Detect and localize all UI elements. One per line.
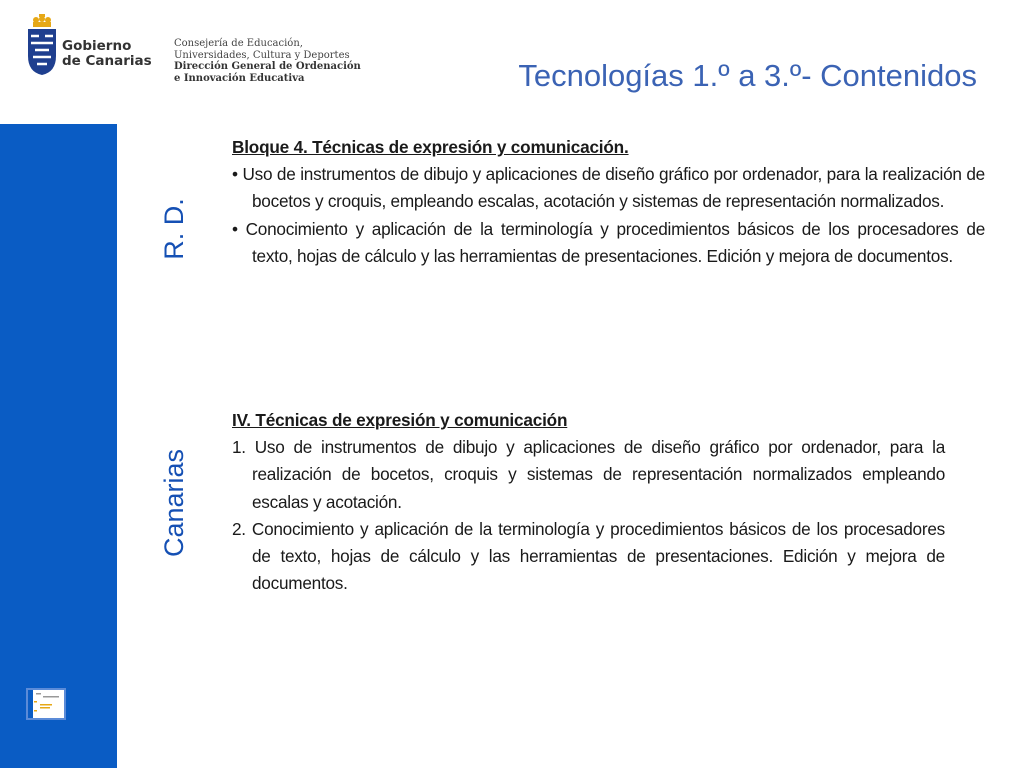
canarias-content-block	[232, 407, 945, 597]
department-name	[174, 38, 374, 84]
gov-name-line-1: Gobierno	[62, 38, 132, 54]
dept-line-1: Consejería de Educación,	[174, 38, 303, 49]
rd-content-block	[232, 134, 985, 270]
dept-line-2: Universidades, Cultura y Deportes	[174, 49, 350, 61]
slide-title: Tecnologías 1.º a 3.º- Contenidos	[518, 58, 977, 93]
rd-block-heading: Bloque 4. Técnicas de expresión y comunicación.	[232, 137, 629, 157]
dept-line-4: e Innovación Educativa	[174, 72, 305, 84]
rd-list-item: • Conocimiento y aplicación de la terminología y procedimientos básicos de los procesadores de texto, hojas de cálculo y las herramientas de presentaciones. Edición y mejora de documentos.	[232, 218, 985, 266]
slide-thumbnail-icon	[26, 688, 66, 720]
coat-of-arms-icon	[26, 14, 58, 76]
gov-name-line-2: de Canarias	[62, 53, 152, 69]
canarias-list-item: 1. Uso de instrumentos de dibujo y aplicaciones de diseño gráfico por ordenador, para la realización de bocetos, croquis y sistemas de representación normalizados empleando escalas y acotación.	[232, 437, 945, 512]
side-label-canarias: Canarias	[159, 448, 189, 558]
government-name	[62, 39, 182, 69]
canarias-block-heading: IV. Técnicas de expresión y comunicación	[232, 410, 568, 430]
slide-header	[0, 0, 1024, 124]
side-label-rd: R. D.	[159, 198, 189, 260]
rd-list-item: • Uso de instrumentos de dibujo y aplicaciones de diseño gráfico por ordenador, para la realización de bocetos y croquis, empleando escalas, acotación y sistemas de representación normalizados.	[232, 164, 985, 212]
canarias-list-item: 2. Conocimiento y aplicación de la terminología y procedimientos básicos de los procesadores de texto, hojas de cálculo y las herramientas de presentaciones. Edición y mejora de documentos.	[232, 518, 945, 594]
gobierno-de-canarias-logo	[26, 14, 366, 94]
dept-line-3: Dirección General de Ordenación	[174, 61, 361, 72]
blue-sidebar	[0, 124, 117, 768]
